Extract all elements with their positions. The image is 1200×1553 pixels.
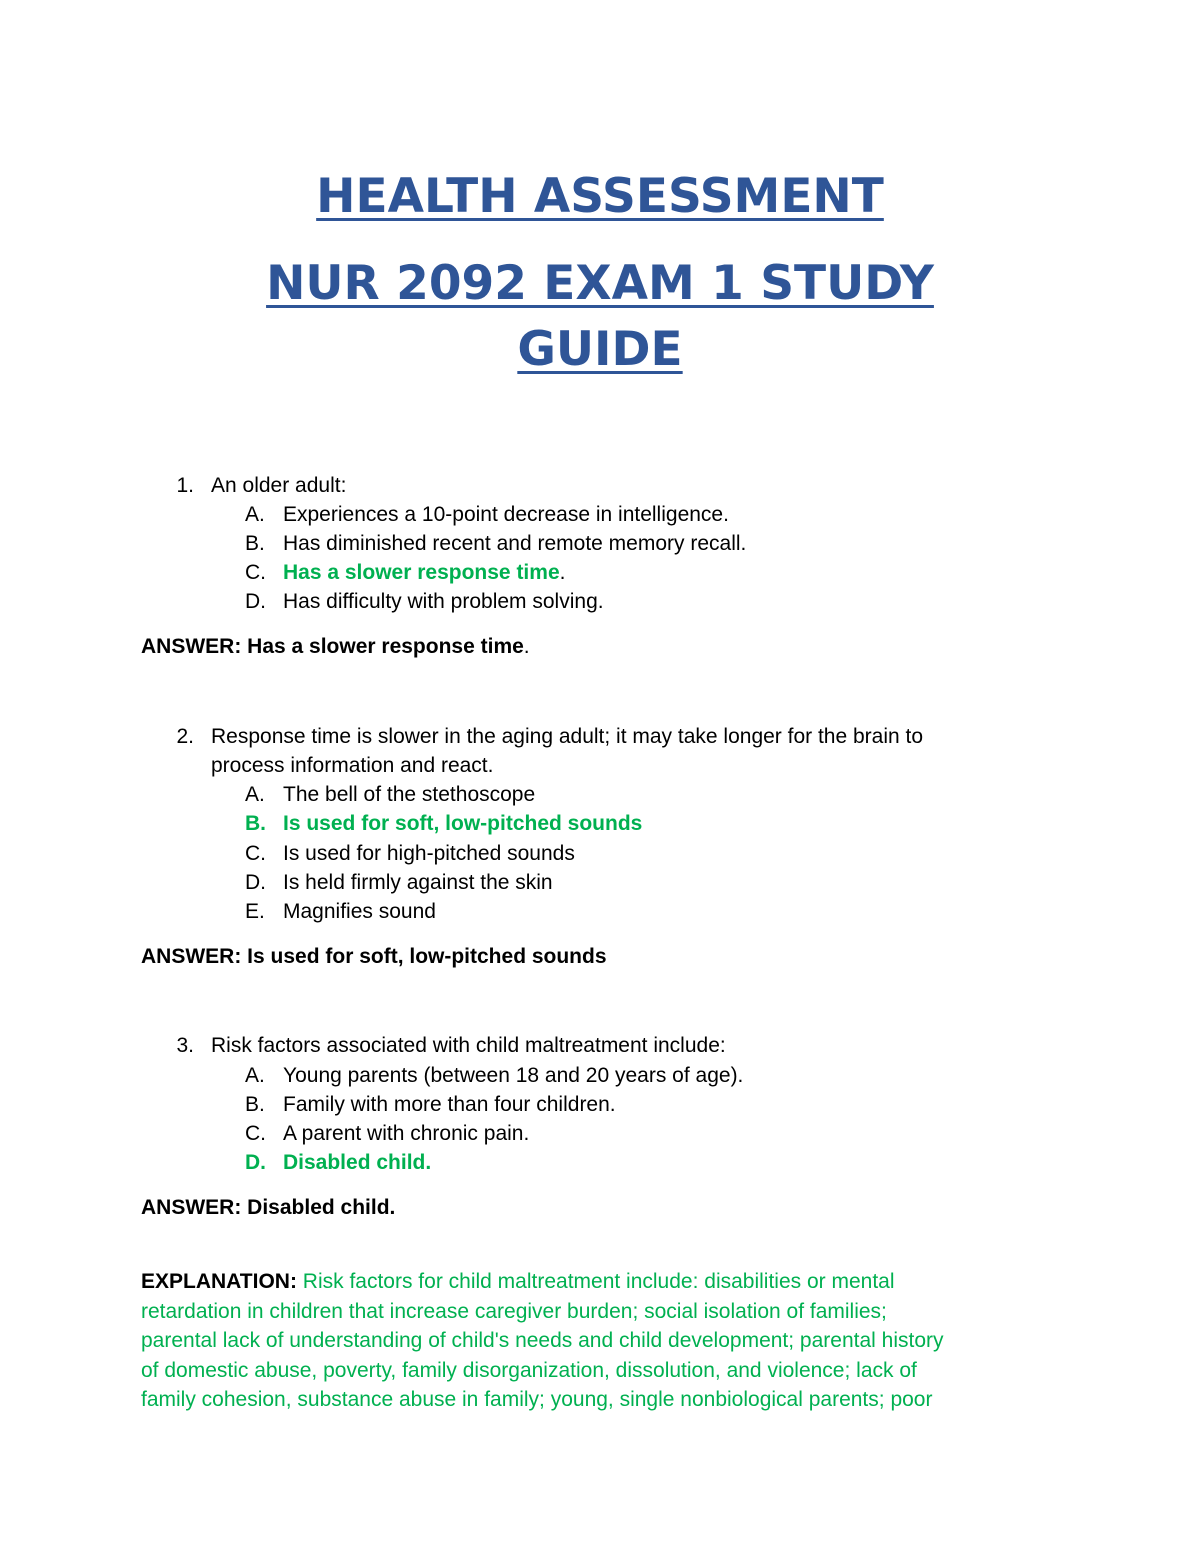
explanation-line-5: family cohesion, substance abuse in family; young, single nonbiological parents; poor: [141, 1388, 933, 1411]
option-letter: A.: [245, 1064, 265, 1087]
option-letter: C.: [245, 1122, 266, 1145]
option-text: Is held firmly against the skin: [283, 871, 553, 894]
option-letter: D.: [245, 871, 266, 894]
document-title-line-1: HEALTH ASSESSMENT: [316, 169, 884, 224]
question-number: 2.: [176, 725, 194, 748]
option-text: A parent with chronic pain.: [283, 1122, 530, 1145]
option-text: Has difficulty with problem solving.: [283, 590, 604, 613]
option-text: Young parents (between 18 and 20 years of age).: [283, 1064, 744, 1087]
option-text: Has diminished recent and remote memory recall.: [283, 532, 747, 555]
explanation: [141, 1267, 1056, 1415]
option-letter: B.: [245, 1093, 265, 1116]
correct-option-text: Disabled child.: [283, 1151, 432, 1174]
option-suffix: .: [559, 561, 566, 584]
answer-label: ANSWER:: [141, 1196, 248, 1219]
document-title-line-3: GUIDE: [517, 322, 683, 377]
answer-2: [141, 942, 607, 972]
question-text: Risk factors associated with child maltreatment include:: [211, 1034, 726, 1057]
option-letter: A.: [245, 503, 265, 526]
explanation-line-4: of domestic abuse, poverty, family disorganization, dissolution, and violence; lack of: [141, 1358, 917, 1382]
option-letter: D.: [245, 1151, 266, 1174]
question-text: process information and react.: [211, 754, 494, 777]
question-number: 3.: [176, 1034, 194, 1057]
option-text: The bell of the stethoscope: [283, 783, 536, 806]
option-letter: B.: [245, 812, 266, 835]
explanation-line-1: [141, 1267, 1056, 1297]
option-letter: E.: [245, 900, 265, 923]
explanation-label: EXPLANATION:: [141, 1270, 303, 1293]
option-letter: C.: [245, 561, 266, 584]
question-text: An older adult:: [211, 474, 347, 497]
correct-option-text: Is used for soft, low-pitched sounds: [283, 812, 643, 835]
question-number: 1.: [176, 474, 194, 497]
answer-text: Has a slower response time: [247, 635, 524, 658]
answer-1: [141, 632, 530, 662]
option-letter: D.: [245, 590, 266, 613]
explanation-text: Risk factors for child maltreatment include: disabilities or mental: [302, 1270, 895, 1293]
option-text: Magnifies sound: [283, 900, 436, 923]
question-text: Response time is slower in the aging adult; it may take longer for the brain to: [211, 725, 924, 748]
answer-suffix: .: [523, 635, 530, 658]
option-text: [283, 558, 565, 588]
option-text: Experiences a 10-point decrease in intelligence.: [283, 503, 729, 526]
option-letter: A.: [245, 783, 265, 806]
explanation-line-3: parental lack of understanding of child's needs and child development; parental history: [141, 1329, 944, 1352]
option-letter: B.: [245, 532, 265, 555]
option-letter: C.: [245, 842, 266, 865]
option-text: Family with more than four children.: [283, 1093, 616, 1116]
answer-label: ANSWER:: [141, 635, 248, 658]
option-text: Is used for high-pitched sounds: [283, 842, 575, 865]
answer-label: ANSWER:: [141, 945, 248, 968]
document-title-line-2: NUR 2092 EXAM 1 STUDY: [266, 256, 934, 311]
correct-option-text: Has a slower response time: [283, 561, 560, 584]
answer-text: Disabled child.: [247, 1196, 396, 1219]
explanation-line-2: retardation in children that increase caregiver burden; social isolation of families;: [141, 1299, 887, 1323]
answer-text: Is used for soft, low-pitched sounds: [247, 945, 607, 968]
answer-3: [141, 1193, 395, 1223]
